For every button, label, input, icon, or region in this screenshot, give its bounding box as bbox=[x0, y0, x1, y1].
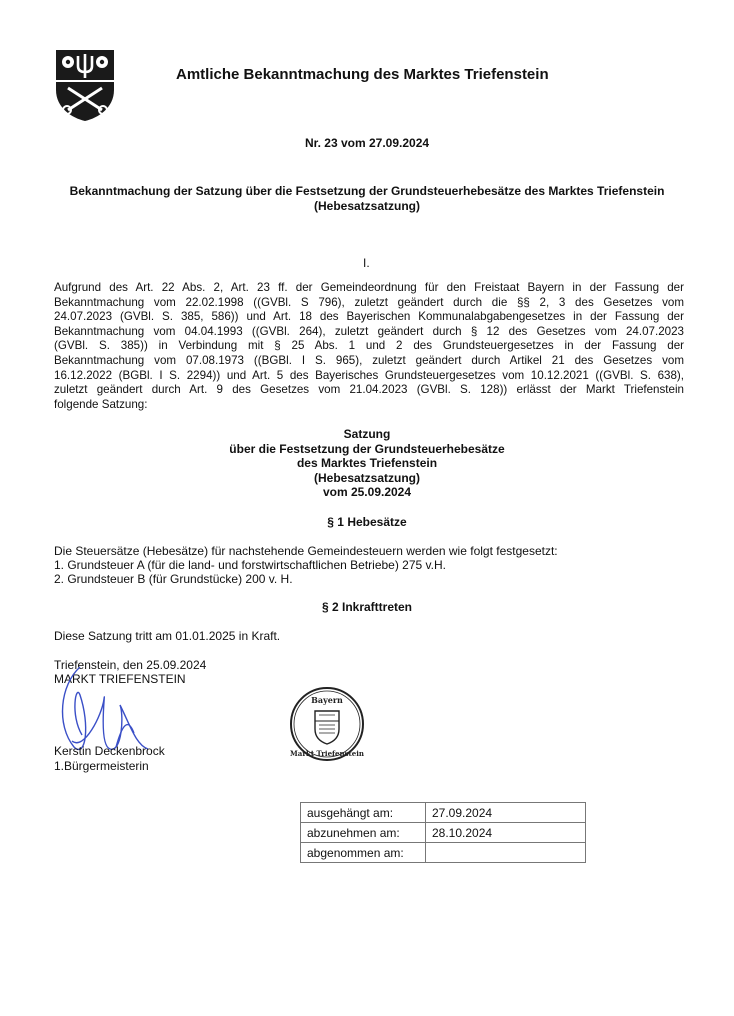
table-row bbox=[301, 803, 586, 823]
seal-bottom-text: Markt Triefenstein bbox=[290, 749, 364, 758]
status-value bbox=[426, 843, 586, 863]
satzung-title-line: über die Festsetzung der Grundsteuerhebesätze bbox=[229, 441, 505, 456]
status-label: abzunehmen am: bbox=[301, 823, 426, 843]
satzung-title bbox=[0, 427, 734, 500]
issue-number: Nr. 23 vom 27.09.2024 bbox=[304, 136, 430, 150]
satzung-title-line: des Marktes Triefenstein bbox=[296, 456, 438, 471]
satzung-title-line: Satzung bbox=[343, 427, 391, 441]
preamble-line: Aufgrund des Art. 22 Abs. 2, Art. 23 ff. der Gemeindeordnung für den Freistaat Bayern in der Fassung der bbox=[54, 281, 684, 294]
signature-role: 1.Bürgermeisterin bbox=[54, 759, 149, 773]
section1-intro: Die Steuersätze (Hebesätze) für nachstehende Gemeindesteuern werden wie folgt festgesetzt: bbox=[54, 544, 558, 558]
coat-of-arms-icon bbox=[54, 48, 116, 122]
subject-line-1: Bekanntmachung der Satzung über die Festsetzung der Grundsteuerhebesätze des Marktes Triefenstein bbox=[69, 184, 665, 198]
preamble-line: Bekanntmachung vom 07.08.1973 ((BGBl. I S. 965), zuletzt geändert durch Artikel 21 des Gesetzes vom bbox=[54, 353, 684, 367]
section2-text: Diese Satzung tritt am 01.01.2025 in Kraft. bbox=[54, 629, 281, 643]
preamble-paragraph bbox=[54, 281, 684, 412]
status-label: ausgehängt am: bbox=[301, 803, 426, 823]
preamble-line: folgende Satzung: bbox=[54, 397, 148, 411]
page-title: Amtliche Bekanntmachung des Marktes Triefenstein bbox=[176, 66, 549, 83]
section2-heading: § 2 Inkrafttreten bbox=[321, 600, 413, 614]
table-row bbox=[301, 843, 586, 863]
section1-heading: § 1 Hebesätze bbox=[327, 515, 407, 529]
official-seal-icon bbox=[288, 685, 366, 763]
preamble-line: Bekanntmachung vom 04.04.1993 ((GVBl. 264), zuletzt geändert durch § 12 des Gesetzes vom 24.07.2023 bbox=[54, 324, 684, 338]
preamble-line: Bekanntmachung vom 22.02.1998 ((GVBl. S 796), zuletzt geändert durch die §§ 2, 3 des Gesetzes vom bbox=[54, 295, 684, 309]
table-row bbox=[301, 823, 586, 843]
posting-status-table bbox=[300, 802, 586, 863]
status-label: abgenommen am: bbox=[301, 843, 426, 863]
subject-line-2: (Hebesatzsatzung) bbox=[313, 199, 420, 213]
section1-item-2: 2. Grundsteuer B (für Grundstücke) 200 v. H. bbox=[54, 572, 293, 586]
section1-item-1: 1. Grundsteuer A (für die land- und forstwirtschaftlichen Betriebe) 275 v.H. bbox=[54, 558, 446, 572]
preamble-line: zuletzt geändert durch Art. 9 des Gesetzes vom 21.04.2023 (GVBl. S. 128)) erlässt der Markt Triefenstein bbox=[54, 383, 684, 397]
satzung-title-line: (Hebesatzsatzung) bbox=[313, 470, 420, 485]
section-roman: I. bbox=[363, 256, 370, 270]
status-value: 28.10.2024 bbox=[426, 823, 586, 843]
seal-top-text: Bayern bbox=[311, 695, 343, 705]
signature-name: Kerstin Deckenbrock bbox=[54, 744, 165, 758]
signature-place-date: Triefenstein, den 25.09.2024 bbox=[54, 658, 207, 672]
preamble-line: 24.07.2023 (GVBl. S. 385, 586)) und Art. 18 des Bayerischen Kommunalabgabengesetzes in der Fassung der bbox=[54, 310, 684, 324]
preamble-line: (GVBl. S. 385)) in Verbindung mit § 25 Abs. 1 und 2 des Grundsteuergesetzes in der Fassung der bbox=[54, 339, 684, 353]
preamble-line: 16.12.2022 (BGBl. I S. 2294)) und Art. 5 des Bayerisches Grundsteuergesetzes vom 10.12.2021 ((GVBl. S. 638), bbox=[54, 368, 684, 382]
signature-org: MARKT TRIEFENSTEIN bbox=[54, 672, 186, 686]
satzung-title-line: vom 25.09.2024 bbox=[322, 485, 412, 500]
status-value: 27.09.2024 bbox=[426, 803, 586, 823]
